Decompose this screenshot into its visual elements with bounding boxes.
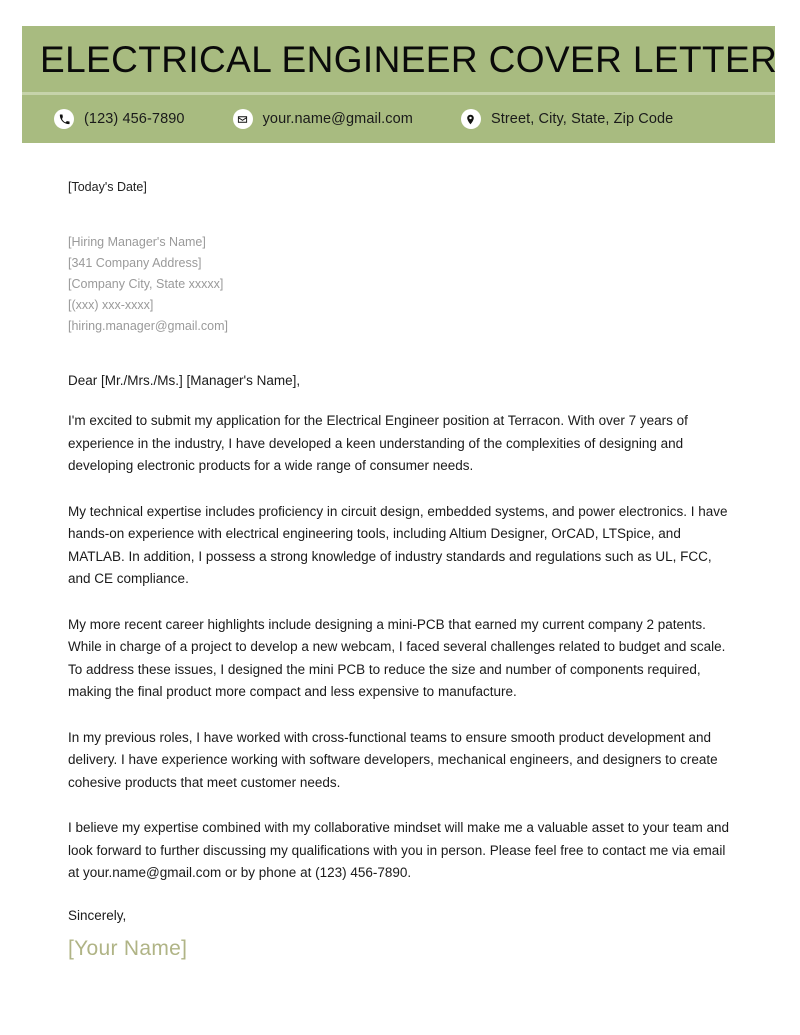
address-value: Street, City, State, Zip Code — [490, 111, 674, 127]
recipient-line: [Hiring Manager's Name] — [68, 235, 206, 249]
recipient-line: [Company City, State xxxxx] — [68, 277, 224, 291]
recipient-line: [341 Company Address] — [68, 256, 202, 270]
letter-header — [22, 26, 778, 143]
contact-phone[interactable] — [54, 109, 185, 129]
closing-line: Sincerely, — [68, 907, 127, 923]
email-value: your.name@gmail.com — [262, 111, 413, 127]
body-paragraph: My more recent career highlights include designing a mini-PCB that earned my current company 2 patents. While in charge of a project to develop a new webcam, I faced several challenges related to budget and scale. To address these issues, I designed the mini PCB to reduce the size and number of components required, making the final product more compact and less expensive to manufacture. — [68, 616, 726, 699]
salutation: Dear [Mr./Mrs./Ms.] [Manager's Name], — [68, 373, 301, 388]
contact-bar — [22, 95, 775, 143]
body-paragraph: I believe my expertise combined with my collaborative mindset will make me a valuable asset to your team and look forward to further discussing my qualifications with you in person. Please feel free to contact me via email at your.name@gmail.com or by phone at (123) 456-7890. — [68, 820, 730, 880]
body-paragraph: My technical expertise includes proficiency in circuit design, embedded systems, and power electronics. I have hands-on experience with electrical engineering tools, including Altium Designer, OrCAD, LTSpice, and MATLAB. In addition, I possess a strong knowledge of industry standards and regulations such as UL, FCC, and CE compliance. — [68, 503, 728, 586]
page-title: ELECTRICAL ENGINEER COVER LETTER — [40, 38, 778, 80]
recipient-line: [hiring.manager@gmail.com] — [68, 319, 228, 333]
contact-address[interactable] — [461, 109, 673, 129]
date-line: [Today's Date] — [68, 180, 147, 194]
body-paragraph: In my previous roles, I have worked with cross-functional teams to ensure smooth product development and delivery. I have experience working with software developers, mechanical engineers, and designers to create cohesive products that meet customer needs. — [68, 729, 718, 790]
phone-value: (123) 456-7890 — [84, 111, 185, 127]
title-band — [22, 26, 778, 92]
body-paragraph: I'm excited to submit my application for the Electrical Engineer position at Terracon. With over 7 years of experience in the industry, I have developed a keen understanding of the complexities of designing and developing electronic products for a wide range of consumer needs. — [68, 413, 688, 473]
contact-email[interactable] — [233, 109, 413, 129]
location-pin-icon — [461, 109, 481, 129]
recipient-line: [(xxx) xxx-xxxx] — [68, 298, 154, 312]
signature-name: [Your Name] — [68, 936, 188, 960]
phone-icon — [54, 109, 74, 129]
recipient-address-block — [68, 232, 734, 337]
letter-body — [68, 180, 734, 961]
email-icon — [233, 109, 253, 129]
